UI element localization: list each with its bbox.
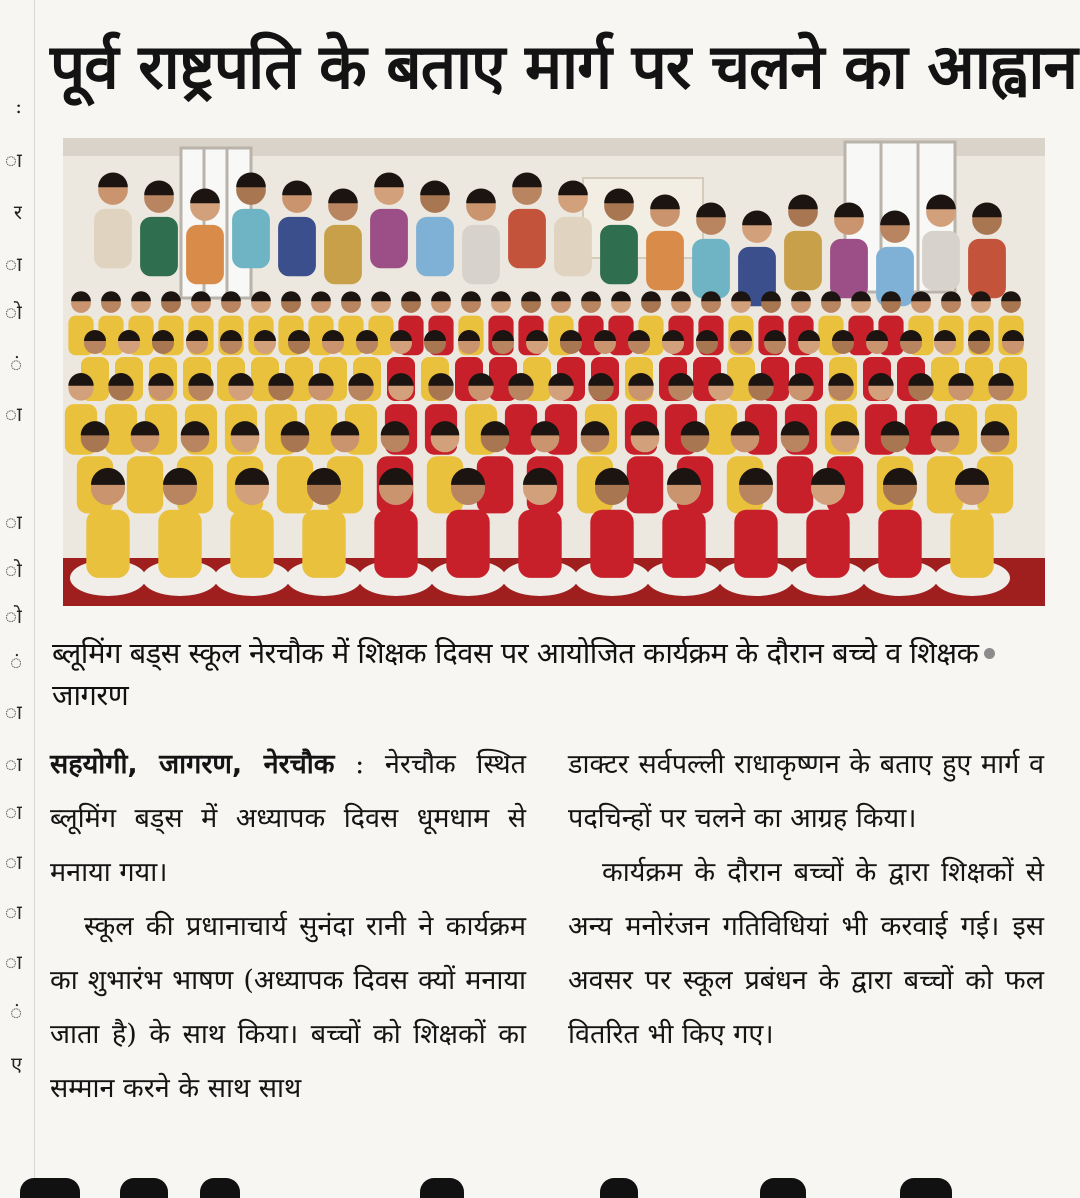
- gutter-fragment: ो: [4, 300, 22, 324]
- body-column-left: [50, 738, 526, 1116]
- teacher-body: [324, 225, 362, 284]
- teacher-body: [462, 225, 500, 284]
- gutter-fragment: ा: [4, 402, 22, 426]
- teacher-body: [508, 209, 546, 268]
- body-paragraph: स्कूल की प्रधानाचार्य सुनंदा रानी ने कार्यक्रम का शुभारंभ भाषण (अध्यापक दिवस क्यों मनाया जाता है) के साथ किया। बच्चों को शिक्षकों का सम्मान करने के साथ साथ: [50, 911, 526, 1104]
- student-front-body: [230, 510, 273, 578]
- student-front-body: [158, 510, 201, 578]
- gutter-fragment: ा: [4, 950, 22, 974]
- gutter-fragment: ा: [4, 800, 22, 824]
- adjacent-column-gutter: [0, 0, 35, 1198]
- student-front-body: [806, 510, 849, 578]
- student-body: [777, 456, 813, 513]
- gutter-fragment: ए: [10, 1052, 22, 1076]
- teacher-body: [830, 239, 868, 298]
- teacher-body: [416, 217, 454, 276]
- student-front-body: [878, 510, 921, 578]
- student-front-body: [734, 510, 777, 578]
- student-body: [127, 456, 163, 513]
- teacher-body: [554, 217, 592, 276]
- student-body: [627, 456, 663, 513]
- dateline: सहयोगी, जागरण, नेरचौक: [50, 749, 335, 780]
- student-front-body: [302, 510, 345, 578]
- gutter-fragment: ा: [4, 700, 22, 724]
- student-front-body: [662, 510, 705, 578]
- photo-caption: [52, 632, 1042, 716]
- teacher-body: [922, 231, 960, 290]
- gutter-fragment: ा: [4, 252, 22, 276]
- student-front-body: [518, 510, 561, 578]
- teacher-body: [232, 209, 270, 268]
- teacher-body: [646, 231, 684, 290]
- teacher-body: [278, 217, 316, 276]
- gutter-fragment: ा: [4, 900, 22, 924]
- caption-dot-icon: [984, 648, 995, 659]
- teacher-body: [186, 225, 224, 284]
- lead-paragraph: [50, 738, 526, 900]
- lead-text: नेरचौक स्थित ब्लूमिंग बड्स में अध्यापक दिवस धूमधाम से मनाया गया।: [50, 749, 526, 888]
- teacher-body: [692, 239, 730, 298]
- gutter-fragment: ा: [4, 148, 22, 172]
- gutter-fragment: ा: [4, 752, 22, 776]
- teacher-body: [94, 209, 132, 268]
- gutter-fragment: ं: [10, 650, 22, 674]
- student-front-body: [950, 510, 993, 578]
- dateline-separator: :: [334, 749, 385, 780]
- article-headline: पूर्व राष्ट्रपति के बताए मार्ग पर चलने का आह्वान: [50, 30, 1077, 103]
- gutter-fragment: ा: [4, 850, 22, 874]
- gutter-fragment: ा: [4, 510, 22, 534]
- body-paragraph: डाक्टर सर्वपल्ली राधाकृष्णन के बताए हुए मार्ग व पदचिन्हों पर चलने का आग्रह किया।: [568, 749, 1044, 834]
- body-paragraph: कार्यक्रम के दौरान बच्चों के द्वारा शिक्षकों से अन्य मनोरंजन गतिविधियां भी करवाई गई। इस अवसर पर स्कूल प्रबंधन के द्वारा बच्चों को फल वितरित भी किए गए।: [568, 857, 1044, 1050]
- student-front-body: [86, 510, 129, 578]
- teacher-body: [968, 239, 1006, 298]
- teacher-body: [140, 217, 178, 276]
- gutter-fragment: ं: [10, 352, 22, 376]
- student-front-body: [446, 510, 489, 578]
- gutter-fragment: :: [15, 94, 22, 118]
- gutter-fragment: ं: [10, 1000, 22, 1024]
- teacher-body: [784, 231, 822, 290]
- gutter-fragment: ो: [4, 604, 22, 628]
- article-photo: [63, 138, 1045, 606]
- body-column-right: [568, 738, 1044, 1062]
- caption-text: ब्लूमिंग बड्स स्कूल नेरचौक में शिक्षक दिवस पर आयोजित कार्यक्रम के दौरान बच्चे व शिक्षक: [52, 636, 979, 670]
- student-front-body: [590, 510, 633, 578]
- photo-credit: जागरण: [52, 678, 129, 712]
- student-front-body: [374, 510, 417, 578]
- teacher-body: [370, 209, 408, 268]
- gutter-fragment: र: [13, 200, 22, 224]
- next-article-headline-clipped: [0, 1170, 1080, 1198]
- group-photo-illustration: [63, 138, 1045, 606]
- gutter-fragment: ो: [4, 558, 22, 582]
- teacher-body: [600, 225, 638, 284]
